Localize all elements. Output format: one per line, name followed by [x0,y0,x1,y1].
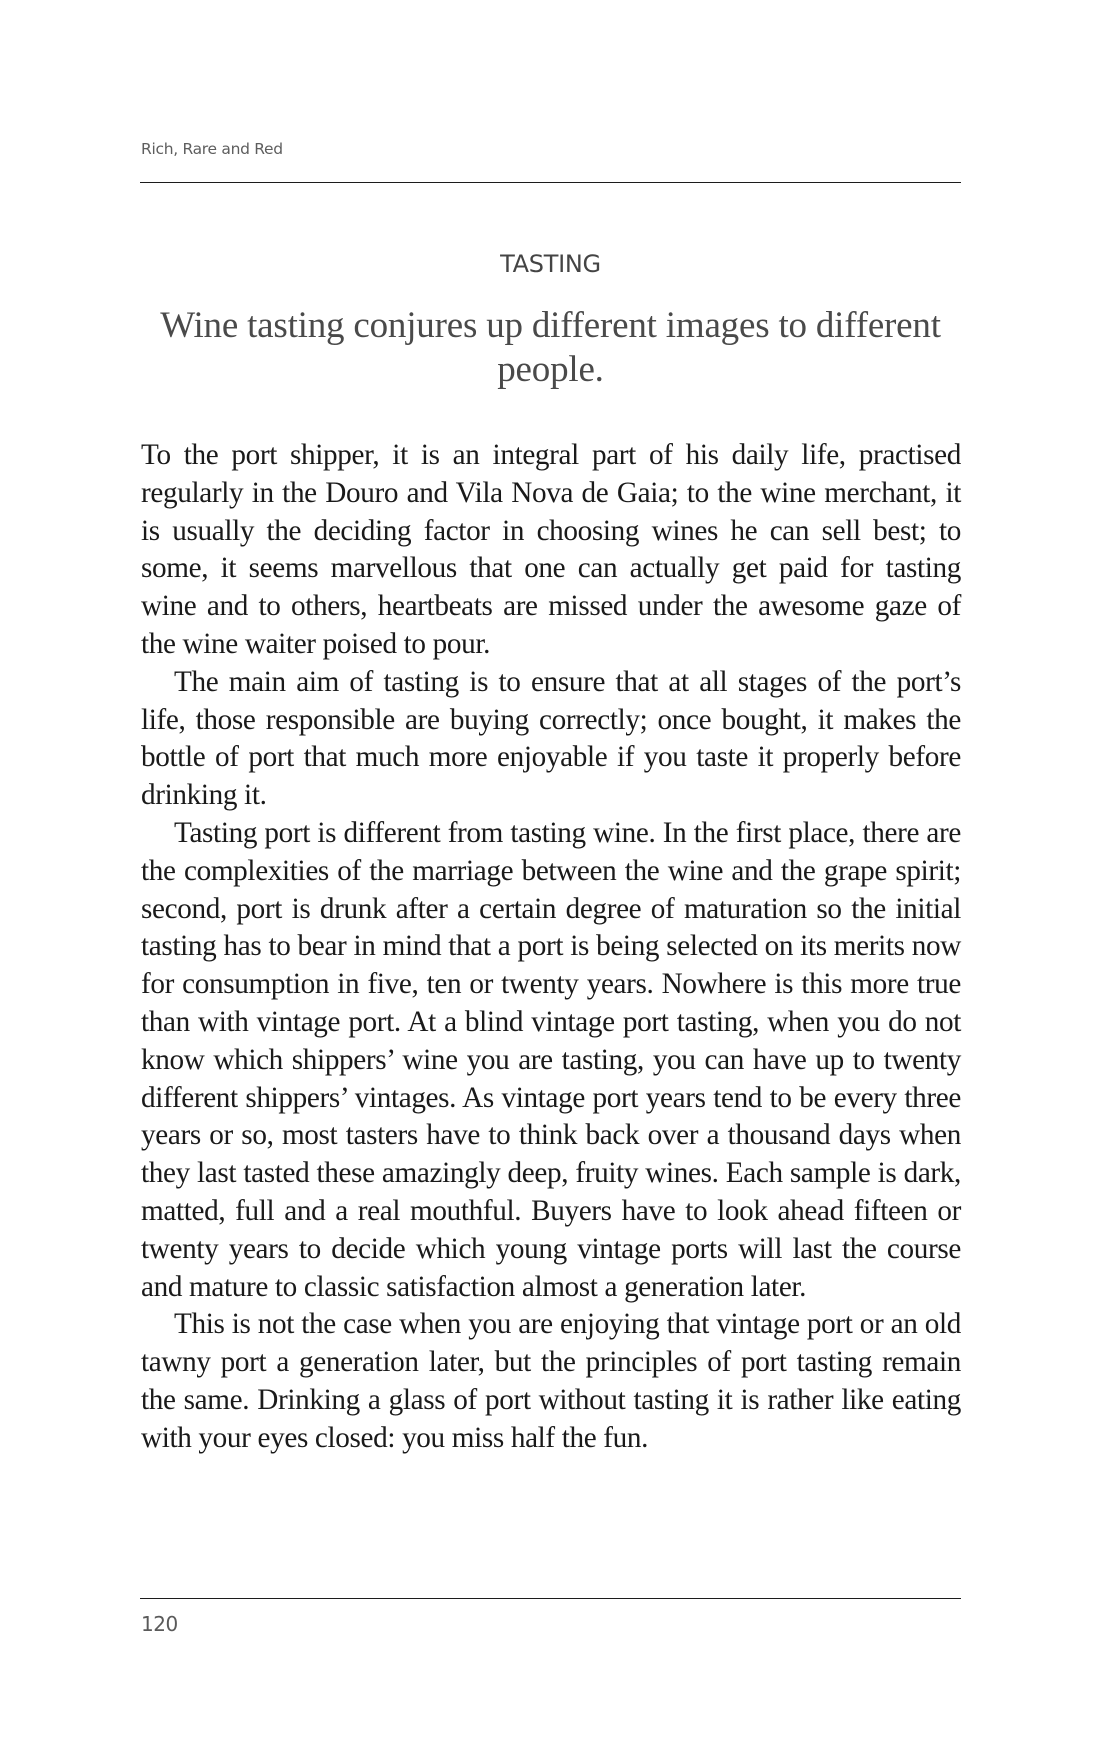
paragraph-4: This is not the case when you are enjoying that vintage port or an old tawny port a generation later, but the principles of port tasting remain the same. Drinking a glass of port without tasting it is rather like eating with your eyes closed: you miss half the fun. [141,1308,961,1454]
footer-rule [140,1598,961,1599]
page-number: 120 [141,1612,178,1636]
running-head-title: Rich, Rare and Red [141,140,283,158]
paragraph-2: The main aim of tasting is to ensure that at all stages of the port’s life, those responsible are buying correctly; once bought, it makes the bottle of port that much more enjoyable if you taste it properly before drinking it. [141,665,961,812]
body-text [141,437,961,1458]
header-rule [140,182,961,183]
lead-sentence: Wine tasting conjures up different images to different people. [160,305,941,390]
paragraph-3: Tasting port is different from tasting wine. In the first place, there are the complexities of the marriage between the wine and the grape spirit; second, port is drunk after a certain degree of maturation so the initial tasting has to bear in mind that a port is being selected on its merits now for consumption in five, ten or twenty years. Nowhere is this more true than with vintage port. At a blind vintage port tasting, when you do not know which shippers’ wine you are tasting, you can have up to twenty different shippers’ vintages. As vintage port years tend to be every three years or so, most tasters have to think back over a thousand days when they last tasted these amazingly deep, fruity wines. Each sample is dark, matted, full and a real mouthful. Buyers have to look ahead fifteen or twenty years to decide which young vintage ports will last the course and mature to classic satisfaction almost a generation later. [141,816,961,1303]
paragraph-1: To the port shipper, it is an integral part of his daily life, practised regularly in the Douro and Vila Nova de Gaia; to the wine merchant, it is usually the deciding factor in choosing wines he can sell best; to some, it seems marvellous that one can actually get paid for tasting wine and to others, heartbeats are missed under the awesome gaze of the wine waiter poised to pour. [141,439,961,660]
section-heading: TASTING [500,250,601,278]
